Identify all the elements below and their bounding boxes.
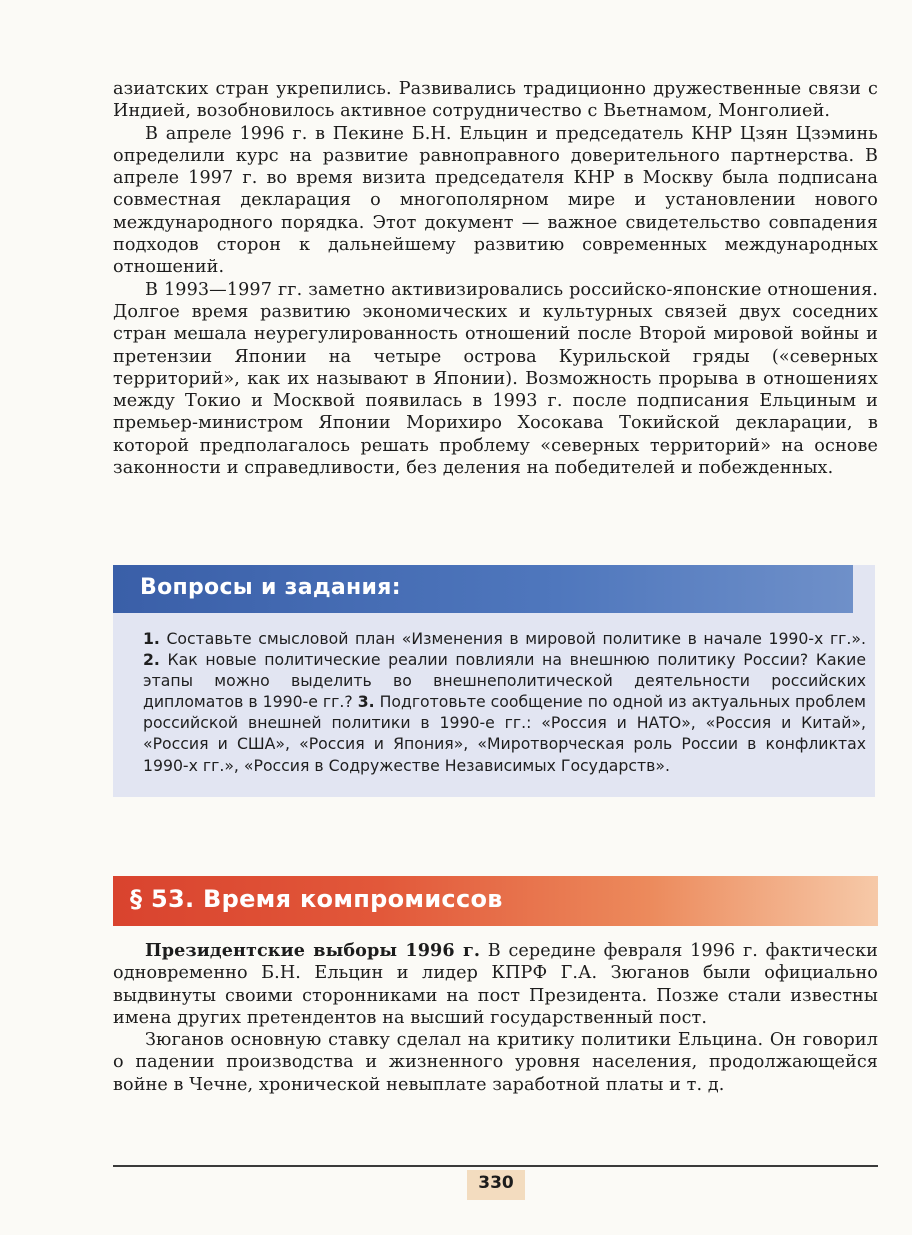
top-text-block bbox=[113, 78, 878, 479]
question-3: Подготовьте сообщение по одной из актуальных проблем российской внешней политики в 1990-е гг.: «Россия и НАТО», «Россия и Китай», «Россия и США», «Россия и Япония», «Миротворческая роль России в конфликтах 1990-х гг.», «Россия в Содружестве Независимых Государств». bbox=[143, 692, 866, 775]
paragraph-body: В середине февраля 1996 г. фактически одновременно Б.Н. Ельцин и лидер КПРФ Г.А. Зюганов были официально выдвинуты своими сторонниками на пост Президента. Позже стали известны имена других претендентов на высший государственный пост. bbox=[113, 941, 878, 1028]
section-title: § 53. Время компромиссов bbox=[130, 885, 503, 913]
paragraph-asian-countries: азиатских стран укрепились. Развивались традиционно дружественные связи с Индией, возобновилось активное сотрудничество с Вьетнамом, Монголией. bbox=[113, 79, 878, 122]
paragraph-zyuganov: Зюганов основную ставку сделал на критику политики Ельцина. Он говорил о падении производства и жизненного уровня населения, продолжающейся войне в Чечне, хронической невыплате заработной платы и т. д. bbox=[113, 1030, 878, 1095]
question-number: 1. bbox=[143, 629, 160, 648]
questions-title: Вопросы и задания: bbox=[140, 575, 401, 600]
paragraph-china-relations: В апреле 1996 г. в Пекине Б.Н. Ельцин и председатель КНР Цзян Цзэминь определили курс на развитие равноправного доверительного партнерства. В апреле 1997 г. во время визита председателя КНР в Москву была подписана совместная декларация о многополярном мире и установлении нового международного порядка. Этот документ — важное свидетельство совпадения подходов сторон к дальнейшему развитию современных международных отношений. bbox=[113, 123, 878, 278]
page-number: 330 bbox=[478, 1173, 514, 1193]
paragraph-elections-1996 bbox=[113, 940, 878, 1029]
question-2: Как новые политические реалии повлияли на внешнюю политику России? Какие этапы можно выделить во внешнеполитической деятельности российских дипломатов в 1990-е гг.? bbox=[143, 650, 866, 712]
question-number: 3. bbox=[357, 692, 375, 712]
question-number: 2. bbox=[143, 650, 160, 670]
paragraph-heading: Президентские выборы 1996 г. bbox=[145, 940, 481, 961]
questions-text bbox=[143, 628, 866, 776]
footer-rule bbox=[113, 1165, 878, 1167]
bottom-text-block bbox=[113, 940, 878, 1096]
paragraph-japan-relations: В 1993—1997 гг. заметно активизировались российско-японские отношения. Долгое время развитию экономических и культурных связей двух соседних стран мешала неурегулированность отношений после Второй мировой войны и претензии Японии на четыре острова Курильской гряды («северных территорий», как их называют в Японии). Возможность прорыва в отношениях между Токио и Москвой появилась в 1993 г. после подписания Ельциным и премьер-министром Японии Морихиро Хосокава Токийской декларации, в которой предполагалось решать проблему «северных территорий» на основе законности и справедливости, без деления на победителей и побежденных. bbox=[113, 279, 878, 479]
question-1: Составьте смысловой план «Изменения в мировой политике в начале 1990-х гг.». bbox=[159, 629, 866, 648]
